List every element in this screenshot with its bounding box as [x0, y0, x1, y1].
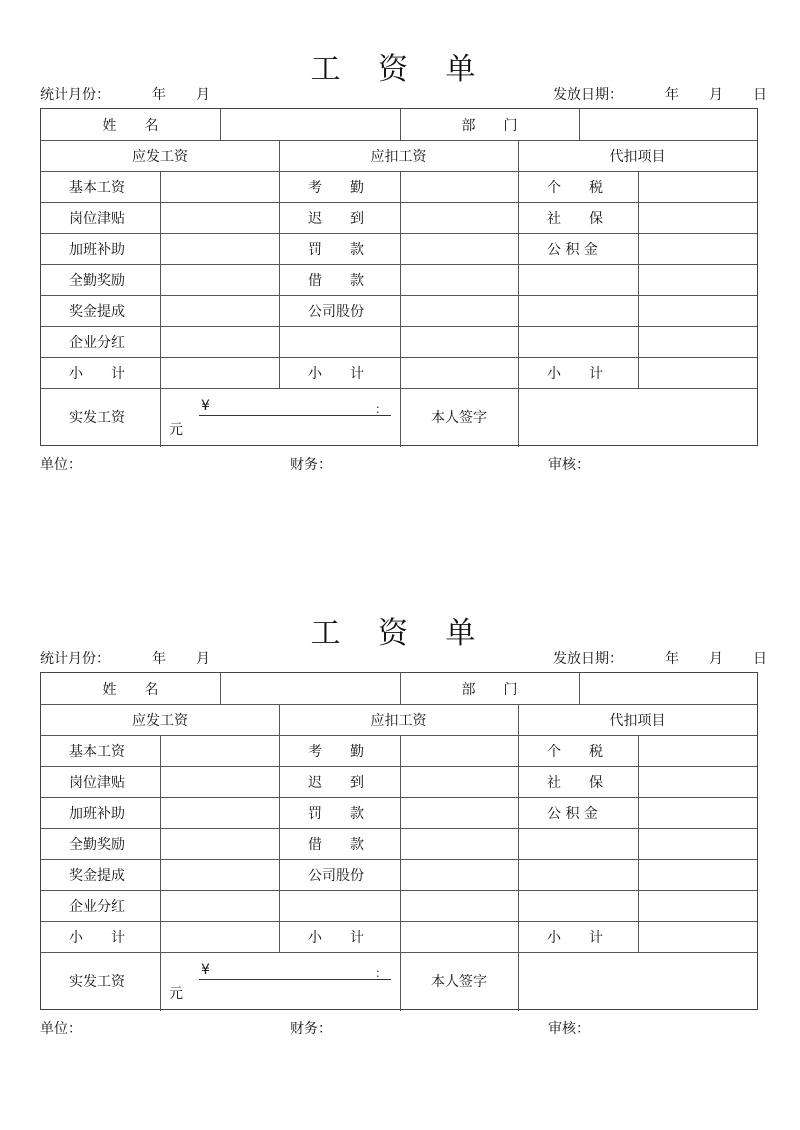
- gross-item-label: 加班补助: [69, 805, 125, 822]
- yuan-unit: 元: [169, 422, 183, 438]
- statistics-month: [40, 86, 240, 104]
- gross-item-amount-field[interactable]: [161, 890, 279, 921]
- payment-date: [553, 86, 767, 104]
- withholding-item-label: [519, 326, 638, 357]
- footer-review: 审核：: [548, 1021, 590, 1037]
- withholding-header: 代扣项目: [609, 712, 666, 729]
- name-label: 姓 名: [102, 681, 159, 698]
- gross-pay-header: 应发工资: [132, 148, 188, 165]
- footer-unit: 单位：: [40, 1021, 82, 1037]
- withholding-item-amount-field[interactable]: [639, 921, 757, 952]
- gross-item-label: 全勤奖励: [69, 272, 125, 289]
- deduction-item-amount-field[interactable]: [401, 766, 518, 797]
- statistics-month-label: 统计月份：: [40, 651, 110, 667]
- withholding-item-label: 个 税: [547, 179, 603, 196]
- payment-date: [553, 650, 767, 668]
- statistics-month-label: 统计月份：: [40, 87, 110, 103]
- deductions-header: 应扣工资: [370, 148, 427, 165]
- gross-item-label: 企业分红: [69, 334, 125, 351]
- department-field[interactable]: [580, 673, 757, 704]
- signature-label: 本人签字: [431, 410, 487, 426]
- signature-field[interactable]: [519, 388, 757, 446]
- signature-field[interactable]: [519, 952, 757, 1010]
- payment-date-label: 发放日期：: [553, 87, 623, 103]
- footer-finance: 财务：: [290, 1021, 332, 1037]
- deduction-item-label: 考 勤: [308, 179, 364, 196]
- net-pay-amount-field[interactable]: [161, 952, 399, 1010]
- deduction-item-amount-field[interactable]: [401, 797, 518, 828]
- net-pay-label: 实发工资: [69, 410, 125, 426]
- withholding-item-label: [519, 828, 638, 859]
- department-field[interactable]: [580, 109, 757, 140]
- withholding-item-amount-field[interactable]: [639, 295, 757, 326]
- gross-item-amount-field[interactable]: [161, 797, 279, 828]
- gross-item-amount-field[interactable]: [161, 295, 279, 326]
- withholding-item-amount-field[interactable]: [639, 264, 757, 295]
- deduction-item-label: 借 款: [308, 272, 364, 289]
- month-unit: 月: [196, 651, 210, 667]
- gross-item-amount-field[interactable]: [161, 766, 279, 797]
- deduction-item-label: 公司股份: [308, 303, 364, 320]
- currency-symbol: ¥: [201, 398, 210, 414]
- gross-item-amount-field[interactable]: [161, 171, 279, 202]
- year-unit: 年: [152, 651, 166, 667]
- gross-item-amount-field[interactable]: [161, 357, 279, 388]
- gross-item-label: 岗位津贴: [69, 210, 125, 227]
- deduction-item-label: 罚 款: [308, 241, 364, 258]
- withholding-item-amount-field[interactable]: [639, 766, 757, 797]
- withholding-item-amount-field[interactable]: [639, 202, 757, 233]
- gross-item-amount-field[interactable]: [161, 735, 279, 766]
- deduction-item-amount-field[interactable]: [401, 921, 518, 952]
- deduction-item-label: 罚 款: [308, 805, 364, 822]
- deduction-item-label: 借 款: [308, 836, 364, 853]
- withholding-item-amount-field[interactable]: [639, 797, 757, 828]
- deduction-item-amount-field[interactable]: [401, 233, 518, 264]
- withholding-item-label: 公 积 金: [547, 805, 598, 822]
- payslip-2: [0, 614, 800, 1074]
- withholding-item-amount-field[interactable]: [639, 233, 757, 264]
- deduction-item-label: [280, 890, 400, 921]
- gross-item-label: 小 计: [69, 365, 125, 382]
- month-unit: 月: [709, 87, 723, 103]
- withholding-item-label: [519, 264, 638, 295]
- withholding-item-label: [519, 295, 638, 326]
- deduction-item-amount-field[interactable]: [401, 890, 518, 921]
- gross-item-label: 基本工资: [69, 179, 125, 196]
- gross-item-label: 小 计: [69, 929, 125, 946]
- gross-item-label: 加班补助: [69, 241, 125, 258]
- gross-item-amount-field[interactable]: [161, 233, 279, 264]
- gross-item-amount-field[interactable]: [161, 828, 279, 859]
- withholding-item-label: 公 积 金: [547, 241, 598, 258]
- signature-label: 本人签字: [431, 974, 487, 990]
- withholding-item-amount-field[interactable]: [639, 357, 757, 388]
- month-unit: 月: [196, 87, 210, 103]
- name-field[interactable]: [221, 673, 399, 704]
- withholding-item-amount-field[interactable]: [639, 171, 757, 202]
- gross-item-amount-field[interactable]: [161, 264, 279, 295]
- deduction-item-label: 考 勤: [308, 743, 364, 760]
- amount-colon: ：: [375, 966, 388, 980]
- withholding-item-label: [519, 859, 638, 890]
- deduction-item-label: 小 计: [308, 365, 364, 382]
- day-unit: 日: [753, 87, 767, 103]
- net-pay-amount-field[interactable]: [161, 388, 399, 446]
- footer-finance: 财务：: [290, 457, 332, 473]
- deduction-item-amount-field[interactable]: [401, 202, 518, 233]
- withholding-item-label: 社 保: [547, 210, 603, 227]
- gross-item-label: 基本工资: [69, 743, 125, 760]
- withholding-item-amount-field[interactable]: [639, 859, 757, 890]
- name-field[interactable]: [221, 109, 399, 140]
- year-unit: 年: [665, 87, 679, 103]
- gross-item-amount-field[interactable]: [161, 202, 279, 233]
- withholding-item-amount-field[interactable]: [639, 828, 757, 859]
- deduction-item-amount-field[interactable]: [401, 295, 518, 326]
- deduction-item-label: 迟 到: [308, 774, 364, 791]
- deduction-item-label: 迟 到: [308, 210, 364, 227]
- currency-symbol: ¥: [201, 962, 210, 978]
- deduction-item-amount-field[interactable]: [401, 828, 518, 859]
- deduction-item-label: [280, 326, 400, 357]
- withholding-header: 代扣项目: [609, 148, 666, 165]
- month-unit: 月: [709, 651, 723, 667]
- amount-colon: ：: [375, 402, 388, 416]
- year-unit: 年: [665, 651, 679, 667]
- withholding-item-amount-field[interactable]: [639, 890, 757, 921]
- footer-review: 审核：: [548, 457, 590, 473]
- deduction-item-amount-field[interactable]: [401, 326, 518, 357]
- payroll-table: [40, 672, 758, 1010]
- withholding-item-amount-field[interactable]: [639, 326, 757, 357]
- gross-item-label: 企业分红: [69, 898, 125, 915]
- deduction-item-amount-field[interactable]: [401, 859, 518, 890]
- slip-title: 工 资 单: [310, 52, 490, 87]
- slip-title: 工 资 单: [310, 616, 490, 651]
- statistics-month: [40, 650, 240, 668]
- withholding-item-amount-field[interactable]: [639, 735, 757, 766]
- net-pay-label: 实发工资: [69, 974, 125, 990]
- payment-date-label: 发放日期：: [553, 651, 623, 667]
- deductions-header: 应扣工资: [370, 712, 427, 729]
- day-unit: 日: [753, 651, 767, 667]
- deduction-item-label: 公司股份: [308, 867, 364, 884]
- payslip-1: [0, 50, 800, 510]
- yuan-unit: 元: [169, 986, 183, 1002]
- payroll-table: [40, 108, 758, 446]
- deduction-item-amount-field[interactable]: [401, 357, 518, 388]
- gross-item-label: 全勤奖励: [69, 836, 125, 853]
- gross-item-amount-field[interactable]: [161, 326, 279, 357]
- withholding-item-label: 个 税: [547, 743, 603, 760]
- department-label: 部 门: [461, 117, 518, 134]
- withholding-item-label: 小 计: [547, 365, 603, 382]
- withholding-item-label: 小 计: [547, 929, 603, 946]
- deduction-item-amount-field[interactable]: [401, 171, 518, 202]
- withholding-item-label: 社 保: [547, 774, 603, 791]
- footer-unit: 单位：: [40, 457, 82, 473]
- deduction-item-label: 小 计: [308, 929, 364, 946]
- year-unit: 年: [152, 87, 166, 103]
- gross-pay-header: 应发工资: [132, 712, 188, 729]
- gross-item-label: 岗位津贴: [69, 774, 125, 791]
- name-label: 姓 名: [102, 117, 159, 134]
- gross-item-amount-field[interactable]: [161, 921, 279, 952]
- gross-item-amount-field[interactable]: [161, 859, 279, 890]
- deduction-item-amount-field[interactable]: [401, 264, 518, 295]
- gross-item-label: 奖金提成: [69, 867, 125, 884]
- department-label: 部 门: [461, 681, 518, 698]
- gross-item-label: 奖金提成: [69, 303, 125, 320]
- withholding-item-label: [519, 890, 638, 921]
- deduction-item-amount-field[interactable]: [401, 735, 518, 766]
